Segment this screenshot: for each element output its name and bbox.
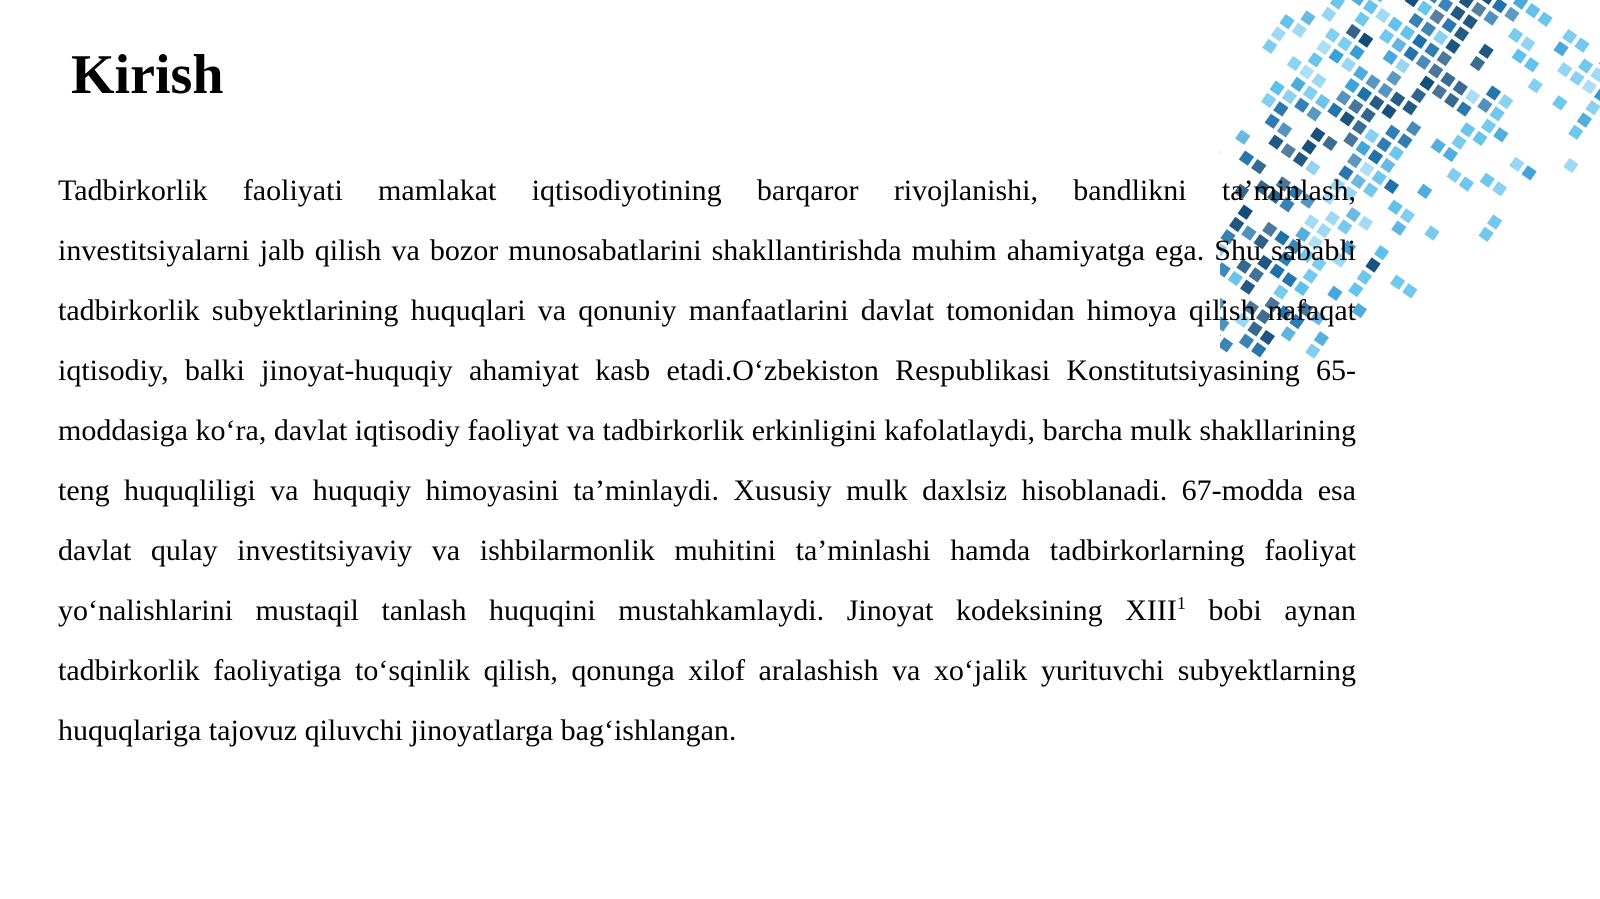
mosaic-tile xyxy=(1303,85,1318,100)
mosaic-tile xyxy=(1426,0,1441,4)
mosaic-tile xyxy=(1270,80,1285,95)
mosaic-tile xyxy=(1402,100,1417,115)
mosaic-tile xyxy=(1480,173,1495,188)
mosaic-tile xyxy=(1365,74,1380,89)
mosaic-tile xyxy=(1386,71,1401,86)
mosaic-tile xyxy=(1417,1,1432,16)
mosaic-tile xyxy=(1582,79,1597,94)
mosaic-tile xyxy=(1437,51,1452,66)
mosaic-tile xyxy=(1453,80,1468,95)
slide-title: Kirish xyxy=(71,44,224,106)
mosaic-tile xyxy=(1300,10,1315,25)
mosaic-tile xyxy=(1327,103,1342,118)
mosaic-tile xyxy=(1424,225,1439,240)
mosaic-tile xyxy=(1379,29,1394,44)
mosaic-tile xyxy=(1310,127,1325,142)
chapter-superscript: 1 xyxy=(1176,593,1186,613)
mosaic-tile xyxy=(1512,48,1527,63)
mosaic-tile xyxy=(1429,9,1444,24)
mosaic-tile xyxy=(1400,25,1415,40)
mosaic-tile xyxy=(1480,0,1495,5)
mosaic-tile xyxy=(1438,0,1453,12)
mosaic-tile xyxy=(1359,162,1374,177)
mosaic-tile xyxy=(1235,130,1250,145)
mosaic-tile xyxy=(1563,158,1578,173)
mosaic-tile xyxy=(1489,106,1504,121)
mosaic-tile xyxy=(1360,107,1375,122)
mosaic-tile xyxy=(1372,0,1387,2)
mosaic-tile xyxy=(1454,26,1469,41)
mosaic-tile xyxy=(1294,98,1309,113)
mosaic-tile xyxy=(1417,184,1432,199)
mosaic-tile xyxy=(1395,58,1410,73)
mosaic-tile xyxy=(1553,41,1568,56)
mosaic-tile xyxy=(1397,133,1412,148)
mosaic-tile xyxy=(1337,36,1352,51)
mosaic-tile xyxy=(1301,139,1316,154)
mosaic-tile xyxy=(1428,63,1443,78)
mosaic-tile xyxy=(1568,125,1583,140)
mosaic-tile xyxy=(1381,104,1396,119)
mosaic-tile xyxy=(1459,176,1474,191)
mosaic-tile xyxy=(1220,146,1221,161)
mosaic-tile xyxy=(1341,57,1356,72)
mosaic-tile xyxy=(1340,111,1355,126)
mosaic-tile xyxy=(1390,275,1405,290)
mosaic-tile xyxy=(1358,32,1373,47)
mosaic-tile xyxy=(1391,221,1406,236)
mosaic-tile xyxy=(1405,0,1420,7)
mosaic-tile xyxy=(1389,146,1404,161)
mosaic-tile xyxy=(1483,10,1498,25)
mosaic-tile xyxy=(1265,114,1280,129)
mosaic-tile xyxy=(1357,270,1372,285)
mosaic-tile xyxy=(1374,245,1389,260)
mosaic-tile xyxy=(1492,0,1507,13)
mosaic-tile xyxy=(1363,182,1378,197)
mosaic-tile xyxy=(1537,12,1552,27)
mosaic-tile xyxy=(1287,56,1302,71)
mosaic-tile xyxy=(1371,170,1386,185)
mosaic-tile xyxy=(1552,95,1567,110)
mosaic-tile xyxy=(1375,8,1390,23)
mosaic-tile xyxy=(1299,64,1314,79)
mosaic-tile xyxy=(1368,149,1383,164)
mosaic-tile xyxy=(1402,283,1417,298)
mosaic-tile xyxy=(1311,73,1326,88)
mosaic-tile xyxy=(1416,55,1431,70)
mosaic-tile xyxy=(1578,58,1593,73)
mosaic-tile xyxy=(1408,13,1423,28)
mosaic-tile xyxy=(1442,18,1457,33)
mosaic-tile xyxy=(1421,21,1436,36)
mosaic-tile xyxy=(1262,39,1277,54)
mosaic-tile xyxy=(1358,216,1373,231)
mosaic-tile xyxy=(1432,84,1447,99)
mosaic-tile xyxy=(1380,158,1395,173)
mosaic-tile xyxy=(1391,37,1406,52)
mosaic-tile xyxy=(1594,88,1600,103)
mosaic-tile xyxy=(1400,208,1415,223)
mosaic-tile xyxy=(1387,17,1402,32)
mosaic-tile xyxy=(1351,0,1366,6)
mosaic-tile xyxy=(1585,100,1600,115)
mosaic-tile xyxy=(1411,88,1426,103)
mosaic-tile xyxy=(1369,95,1384,110)
mosaic-tile xyxy=(1306,106,1321,121)
mosaic-tile xyxy=(1504,7,1519,22)
mosaic-tile xyxy=(1509,157,1524,172)
mosaic-tile xyxy=(1450,5,1465,20)
mosaic-tile xyxy=(1465,89,1480,104)
mosaic-tile xyxy=(1282,89,1297,104)
mosaic-tile xyxy=(1478,227,1493,242)
mosaic-tile xyxy=(1471,2,1486,17)
mosaic-tile xyxy=(1562,29,1577,44)
mosaic-tile xyxy=(1430,138,1445,153)
body-text-part-2: bobi aynan tadbirkorlik faoliyatiga to‘sqinlik qilish, qonunga xilof aralashish va xo‘jalik yurituvchi subyektlarning huquqlariga tajovuz qiluvchi jinoyatlarga bag‘ishlangan. xyxy=(58,594,1356,747)
mosaic-tile xyxy=(1365,257,1380,272)
mosaic-tile xyxy=(1477,98,1492,113)
mosaic-tile xyxy=(1329,48,1344,63)
mosaic-tile xyxy=(1336,90,1351,105)
mosaic-tile xyxy=(1353,66,1368,81)
mosaic-tile xyxy=(1271,26,1286,41)
mosaic-tile xyxy=(1459,0,1474,8)
mosaic-tile xyxy=(1344,78,1359,93)
mosaic-tile xyxy=(1460,122,1475,137)
mosaic-tile xyxy=(1577,112,1592,127)
mosaic-tile xyxy=(1525,3,1540,18)
mosaic-tile xyxy=(1521,165,1536,180)
mosaic-tile xyxy=(1524,57,1539,72)
mosaic-tile xyxy=(1354,12,1369,27)
mosaic-tile xyxy=(1356,141,1371,156)
mosaic-tile xyxy=(1348,99,1363,114)
mosaic-tile xyxy=(1462,14,1477,29)
body-text-part-1: Tadbirkorlik faoliyati mamlakat iqtisodiyotining barqaror rivojlanishi, bandlikni ta’minlash, investitsiyalarni jalb qilish va bozor munosabatlarini shakllantirishda muhim ahamiyatga ega. Shu sababli tadbirkorlik subyektlarining huquqlari va qonuniy manfaatlarini davlat tomonidan himoya qilish nafaqat iqtisodiy, balki jinoyat-huquqiy ahamiyat kasb etadi.O‘zbekiston Respublikasi Konstitutsiyasining 65-moddasiga ko‘ra, davlat iqtisodiy faoliyat va tadbirkorlik erkinligini kafolatlaydi, barcha mulk shakllarining teng huquqliligi va huquqiy himoyasini ta’minlaydi. Xususiy mulk daxlsiz hisoblanadi. 67-modda esa davlat qulay investitsiyaviy va ishbilarmonlik muhitini ta’minlashi hamda tadbirkorlarning faoliyat yo‘nalishlarini mustaqil tanlash huquqini mustahkamlaydi. Jinoyat kodeksining XIII xyxy=(58,174,1356,627)
mosaic-tile xyxy=(1470,56,1485,71)
mosaic-tile xyxy=(1277,122,1292,137)
mosaic-tile xyxy=(1383,50,1398,65)
mosaic-tile xyxy=(1384,179,1399,194)
mosaic-tile xyxy=(1316,40,1331,55)
mosaic-tile xyxy=(1444,93,1459,108)
mosaic-tile xyxy=(1406,121,1421,136)
mosaic-tile xyxy=(1440,72,1455,87)
mosaic-tile xyxy=(1445,39,1460,54)
mosaic-tile xyxy=(1443,147,1458,162)
mosaic-tile xyxy=(1346,24,1361,39)
mosaic-tile xyxy=(1446,168,1461,183)
mosaic-tile xyxy=(1376,137,1391,152)
mosaic-tile xyxy=(1487,214,1502,229)
mosaic-tile xyxy=(1330,0,1345,10)
mosaic-tile xyxy=(1486,85,1501,100)
mosaic-tile xyxy=(1357,87,1372,102)
mosaic-tile xyxy=(1325,28,1340,43)
mosaic-tile xyxy=(1528,78,1543,93)
mosaic-tile xyxy=(1569,71,1584,86)
mosaic-tile xyxy=(1385,125,1400,140)
mosaic-tile xyxy=(1424,42,1439,57)
mosaic-tile xyxy=(1574,37,1589,52)
mosaic-tile xyxy=(1261,93,1276,108)
mosaic-tile xyxy=(1378,83,1393,98)
slide-body-text xyxy=(58,161,1356,761)
mosaic-tile xyxy=(1493,127,1508,142)
mosaic-tile xyxy=(1498,94,1513,109)
mosaic-tile xyxy=(1363,0,1378,15)
mosaic-tile xyxy=(1419,76,1434,91)
mosaic-tile xyxy=(1412,34,1427,49)
mosaic-tile xyxy=(1349,45,1364,60)
mosaic-tile xyxy=(1315,94,1330,109)
mosaic-tile xyxy=(1456,101,1471,116)
mosaic-tile xyxy=(1281,143,1296,158)
mosaic-tile xyxy=(1433,30,1448,45)
mosaic-tile xyxy=(1481,119,1496,134)
mosaic-tile xyxy=(1472,131,1487,146)
mosaic-tile xyxy=(1492,181,1507,196)
mosaic-tile xyxy=(1290,77,1305,92)
mosaic-tile xyxy=(1478,44,1493,59)
mosaic-tile xyxy=(1520,36,1535,51)
mosaic-tile xyxy=(1557,62,1572,77)
mosaic-tile xyxy=(1513,0,1528,10)
mosaic-tile xyxy=(1508,28,1523,43)
mosaic-tile xyxy=(1590,67,1600,82)
mosaic-tile xyxy=(1308,52,1323,67)
mosaic-tile xyxy=(1279,14,1294,29)
mosaic-tile xyxy=(1451,134,1466,149)
mosaic-tile xyxy=(1364,128,1379,143)
mosaic-tile xyxy=(1321,7,1336,22)
mosaic-tile xyxy=(1387,200,1402,215)
mosaic-tile xyxy=(1352,120,1367,135)
mosaic-tile xyxy=(1322,136,1337,151)
mosaic-tile xyxy=(1403,46,1418,61)
mosaic-tile xyxy=(1343,132,1358,147)
mosaic-tile xyxy=(1292,23,1307,38)
mosaic-tile xyxy=(1268,134,1283,149)
mosaic-tile xyxy=(1390,91,1405,106)
mosaic-tile xyxy=(1273,101,1288,116)
